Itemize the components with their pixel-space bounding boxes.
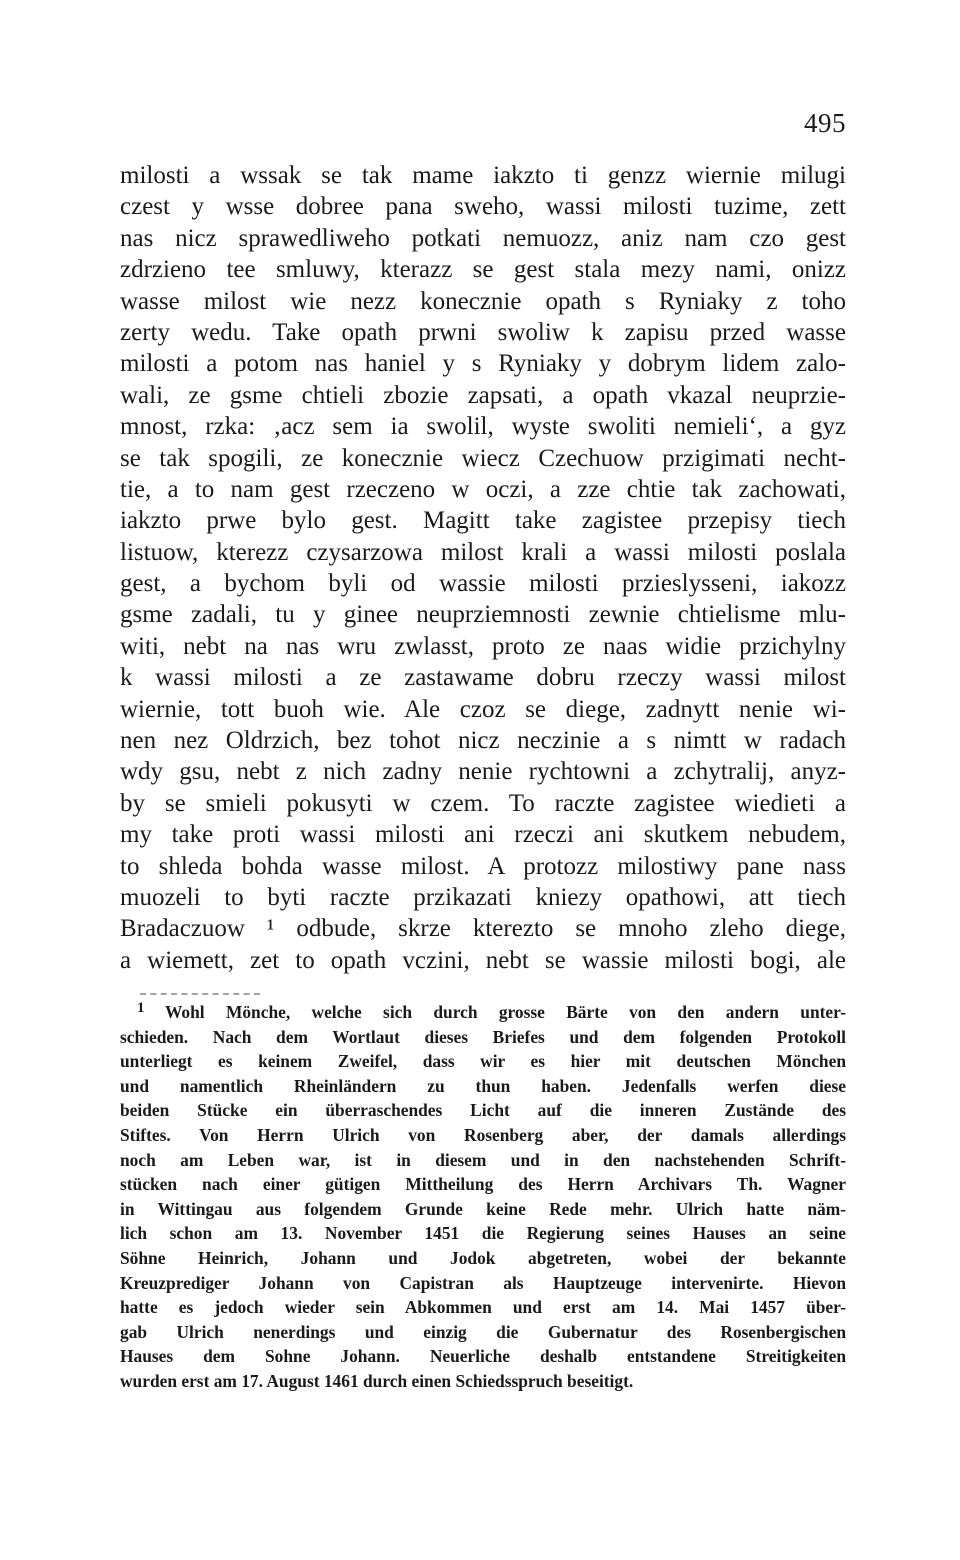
- page-number: 495: [804, 108, 846, 138]
- body-line: zdrzieno tee smluwy, kterazz se gest stala mezy nami, onizz: [120, 256, 846, 284]
- footnote-line: Kreuzprediger Johann von Capistran als Hauptzeuge intervenirte. Hievon: [120, 1272, 846, 1293]
- body-line: wali, ze gsme chtieli zbozie zapsati, a opath vkazal neuprzie-: [120, 381, 846, 409]
- body-line: witi, nebt na nas wru zwlasst, proto ze naas widie przichylny: [120, 632, 846, 660]
- body-line: by se smieli pokusyti w czem. To raczte zagistee wiedieti a: [120, 789, 846, 817]
- footnote-line: lich schon am 13. November 1451 die Regierung seines Hauses an seine: [120, 1223, 846, 1244]
- body-line: iakzto prwe bylo gest. Magitt take zagistee przepisy tiech: [120, 507, 846, 535]
- body-text: [120, 160, 846, 976]
- footnote-marker: 1: [137, 1000, 145, 1016]
- footnote-line: gab Ulrich nenerdings und einzig die Gubernatur des Rosenbergischen: [120, 1321, 846, 1342]
- body-line: muozeli to byti raczte przikazati kniezy opathowi, att tiech: [120, 883, 846, 911]
- body-line: czest y wsse dobree pana sweho, wassi milosti tuzime, zett: [120, 193, 846, 221]
- footnote-line: unterliegt es keinem Zweifel, dass wir es hier mit deutschen Mönchen: [120, 1051, 846, 1072]
- body-line: milosti a wssak se tak mame iakzto ti genzz wiernie milugi: [120, 162, 846, 189]
- body-line: wdy gsu, nebt z nich zadny nenie rychtowni a zchytralij, anyz-: [120, 758, 846, 786]
- body-line: k wassi milosti a ze zastawame dobru rzeczy wassi milost: [120, 664, 846, 692]
- body-line: gsme zadali, tu y ginee neuprziemnosti zewnie chtielisme mlu-: [120, 601, 846, 629]
- footnote-line: Söhne Heinrich, Johann und Jodok abgetreten, wobei der bekannte: [120, 1247, 846, 1268]
- footnote-line: noch am Leben war, ist in diesem und in den nachstehenden Schrift-: [120, 1149, 846, 1170]
- footnote-line: Stiftes. Von Herrn Ulrich von Rosenberg aber, der damals allerdings: [120, 1124, 846, 1145]
- footnote-line: in Wittingau aus folgendem Grunde keine Rede mehr. Ulrich hatte näm-: [120, 1198, 846, 1219]
- footnote-divider: [140, 993, 260, 997]
- body-line: tie, a to nam gest rzeczeno w oczi, a zze chtie tak zachowati,: [120, 475, 846, 503]
- footnote-line: wurden erst am 17. August 1461 durch einen Schiedsspruch beseitigt.: [120, 1370, 634, 1391]
- footnote-line: Hauses dem Sohne Johann. Neuerliche deshalb entstandene Streitigkeiten: [120, 1346, 846, 1367]
- body-line: to shleda bohda wasse milost. A protozz milostiwy pane nass: [120, 852, 846, 880]
- body-line: se tak spogili, ze konecznie wiecz Czechuow przigimati necht-: [120, 444, 846, 472]
- footnote-line: und namentlich Rheinländern zu thun haben. Jedenfalls werfen diese: [120, 1075, 846, 1096]
- footnote-line: stücken nach einer gütigen Mittheilung des Herrn Archivars Th. Wagner: [120, 1174, 846, 1195]
- footnote-line: beiden Stücke ein überraschendes Licht auf die inneren Zustände des: [120, 1100, 846, 1121]
- footnote-line: schieden. Nach dem Wortlaut dieses Briefes und dem folgenden Protokoll: [120, 1026, 846, 1047]
- body-line: nen nez Oldrzich, bez tohot nicz neczinie a s nimtt w radach: [120, 727, 846, 755]
- body-line: wasse milost wie nezz konecznie opath s Ryniaky z toho: [120, 287, 846, 315]
- body-line: zerty wedu. Take opath prwni swoliw k zapisu przed wasse: [120, 318, 846, 346]
- body-line: gest, a bychom byli od wassie milosti przieslysseni, iakozz: [120, 570, 846, 598]
- footnote: [120, 1000, 846, 1394]
- body-line: mnost, rzka: ‚acz sem ia swolil, wyste swoliti nemieli‘, a gyz: [120, 413, 846, 441]
- body-line: my take proti wassi milosti ani rzeczi ani skutkem nebudem,: [120, 821, 846, 849]
- footnote-line: hatte es jedoch wieder sein Abkommen und erst am 14. Mai 1457 über-: [120, 1297, 846, 1318]
- body-line: Bradaczuow ¹ odbude, skrze kterezto se mnoho zleho diege,: [120, 915, 846, 943]
- body-line: milosti a potom nas haniel y s Ryniaky y dobrym lidem zalo-: [120, 350, 846, 378]
- body-line: wiernie, tott buoh wie. Ale czoz se diege, zadnytt nenie wi-: [120, 695, 846, 723]
- footnote-line: Wohl Mönche, welche sich durch grosse Bärte von den andern unter-: [165, 1002, 846, 1022]
- body-line: listuow, kterezz czysarzowa milost krali a wassi milosti poslala: [120, 538, 846, 566]
- body-line: a wiemett, zet to opath vczini, nebt se wassie milosti bogi, ale: [120, 946, 846, 974]
- body-line: nas nicz sprawedliweho potkati nemuozz, aniz nam czo gest: [120, 224, 846, 252]
